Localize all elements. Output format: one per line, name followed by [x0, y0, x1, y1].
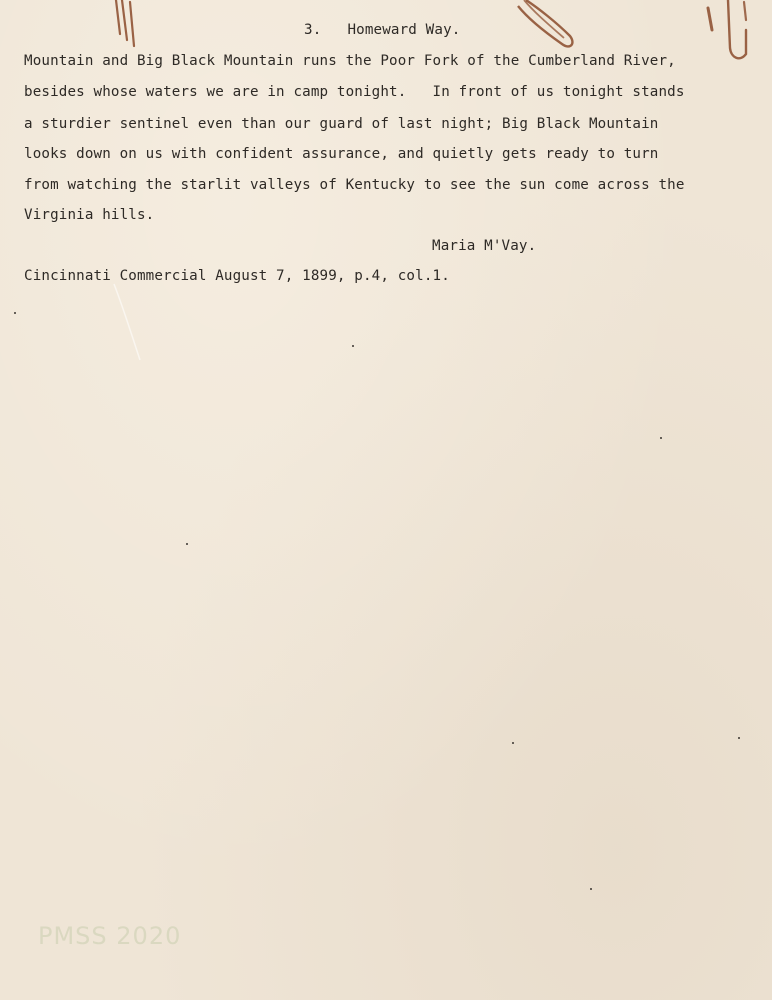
paper-speck	[738, 737, 740, 739]
paperclip-rust-mark-center	[512, 0, 578, 56]
paper-speck	[590, 888, 592, 890]
paper-speck	[14, 312, 16, 314]
body-line-1: Mountain and Big Black Mountain runs the Poor Fork of the Cumberland River,	[24, 53, 676, 69]
paper-speck	[512, 742, 514, 744]
body-line-5: from watching the starlit valleys of Kentucky to see the sun come across the	[24, 177, 685, 193]
body-line-6: Virginia hills.	[24, 207, 155, 223]
source-citation: Cincinnati Commercial August 7, 1899, p.4, col.1.	[24, 268, 450, 284]
body-line-4: looks down on us with confident assurance, and quietly gets ready to turn	[24, 146, 659, 162]
page-heading: 3. Homeward Way.	[304, 22, 461, 38]
paper-speck	[352, 345, 354, 347]
watermark: PMSS 2020	[38, 922, 182, 950]
paper-speck	[186, 543, 188, 545]
paperclip-rust-mark-left	[108, 0, 142, 60]
body-line-2: besides whose waters we are in camp tonight. In front of us tonight stands	[24, 84, 685, 100]
paper-speck	[660, 437, 662, 439]
author-signature: Maria M'Vay.	[432, 238, 537, 254]
paper-crease	[110, 280, 170, 370]
paperclip-rust-mark-right	[700, 0, 760, 70]
body-line-3: a sturdier sentinel even than our guard of last night; Big Black Mountain	[24, 116, 659, 132]
